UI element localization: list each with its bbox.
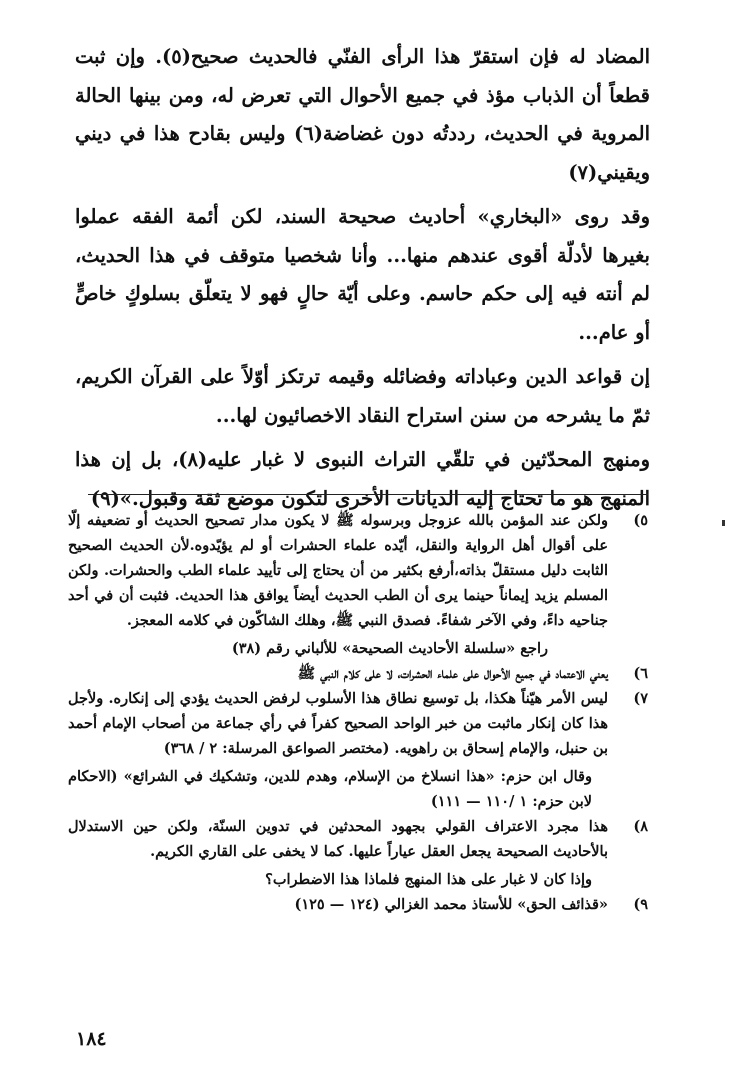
footnote-body <box>68 686 608 814</box>
footnote-text: «قذائف الحق» للأستاذ محمد الغزالي (١٢٤ — ١٢٥) <box>294 896 608 913</box>
footnote-5 <box>68 508 648 661</box>
footnote-subtext: وقال ابن حزم: «هذا انسلاخ من الإسلام، وهدم للدين، وتشكيك في الشرائع» (الاحكام لابن حزم: ١ /١١٠ — ١١١) <box>68 768 592 810</box>
footnotes <box>68 508 648 917</box>
footnote-8 <box>68 814 648 892</box>
footnote-body <box>68 661 608 686</box>
footnote-text: هذا مجرد الاعتراف القولي بجهود المحدثين في تدوين السنّة، ولكن حين الاستدلال بالأحاديث الصحيحة يجعل العقل عياراً عليها. كما لا يخفى على القاري الكريم. <box>68 818 608 860</box>
footnote-subtext: وإذا كان لا غبار على هذا المنهج فلماذا هذا الاضطراب؟ <box>265 871 592 888</box>
footnote-body <box>68 892 608 917</box>
paragraph-1: المضاد له فإن استقرّ هذا الرأى الفنّي فالحديث صحيح(٥). وإن ثبت قطعاً أن الذباب مؤذ في جميع الأحوال التي تعرض له، ومن بينها الحالة المروية في الحديث، رددتُه دون غضاضة(٦) وليس بقادح هذا في ديني ويقيني(٧) <box>75 45 650 184</box>
footnote-number: ٥) <box>633 512 648 529</box>
paragraph-2: وقد روى «البخاري» أحاديث صحيحة السند، لكن أئمة الفقه عملوا بغيرها لأدلّة أقوى عندهم منها... وأنا شخصيا متوقف في هذا الحديث، لم أنته فيه إلى حكم حاسم. وعلى أيّة حالٍ فهو لا يتعلّق بسلوكٍ خاصٍّ أو عام... <box>75 205 650 344</box>
paragraph-4: ومنهج المحدّثين في تلقّي التراث النبوى لا غبار عليه(٨)، بل إن هذا المنهج هو ما تحتاج إليه الديانات الأخرى لتكون موضع ثقة وقبول.»(٩) <box>75 448 650 510</box>
footnote-body <box>68 814 608 892</box>
footnote-number: ٧) <box>633 690 648 707</box>
footnote-text: ولكن عند المؤمن بالله عزوجل وبرسوله ﷺ لا يكون مدار تصحيح الحديث أو تضعيفه إلّا على أقوال أهل الرواية والنقل، أيّده علماء الحشرات أو لم يؤيّدوه.لأن الحديث الصحيح الثابت دليل مستقلّ بذاته،أرفع بكثير من أن يحتاج إلى تأييد علماء الطب والحشرات. ولكن المسلم يزيد إيماناً حينما يرى أن الطب الحديث أيضاً يوافق هذا الحديث. فثبت أن في أحد جناحيه داءً، وفي الآخر شفاءً. فصدق النبي ﷺ، وهلك الشاكّون في كلامه المعجز. <box>68 512 608 629</box>
footnote-number: ٩) <box>633 896 648 913</box>
footnote-body <box>68 508 608 661</box>
footnote-9 <box>68 892 648 917</box>
footnote-7 <box>68 686 648 814</box>
footnote-text: ليس الأمر هيّناً هكذا، بل توسيع نطاق هذا الأسلوب لرفض الحديث يؤدي إلى إنكاره. ولأجل هذا كان إنكار ماثبت من خبر الواحد الصحيح كفراً في رأي جماعة من أصحاب الإمام أحمد بن حنبل، والإمام إسحاق بن راهويه. (مختصر الصواعق المرسلة: ٢ / ٣٦٨) <box>68 690 608 757</box>
footnote-number: ٨) <box>633 818 648 835</box>
footnote-6 <box>68 661 648 686</box>
footnote-text: يعني الاعتماد في جميع الأحوال على علماء الحشرات، لا على كلام النبي ﷺ <box>297 665 608 682</box>
footnote-reference: راجع «سلسلة الأحاديث الصحيحة» للألباني رقم (٣٨) <box>231 640 548 657</box>
footnote-divider <box>88 494 648 495</box>
page-number: ١٨٤ <box>76 1028 107 1050</box>
footnote-number: ٦) <box>633 665 648 682</box>
paragraph-3: إن قواعد الدين وعباداته وفضائله وقيمه ترتكز أوّلاً على القرآن الكريم، ثمّ ما يشرحه من سنن استراح النقاد الاخصائيون لها... <box>75 365 650 427</box>
margin-mark <box>722 520 725 526</box>
main-text <box>75 38 650 518</box>
